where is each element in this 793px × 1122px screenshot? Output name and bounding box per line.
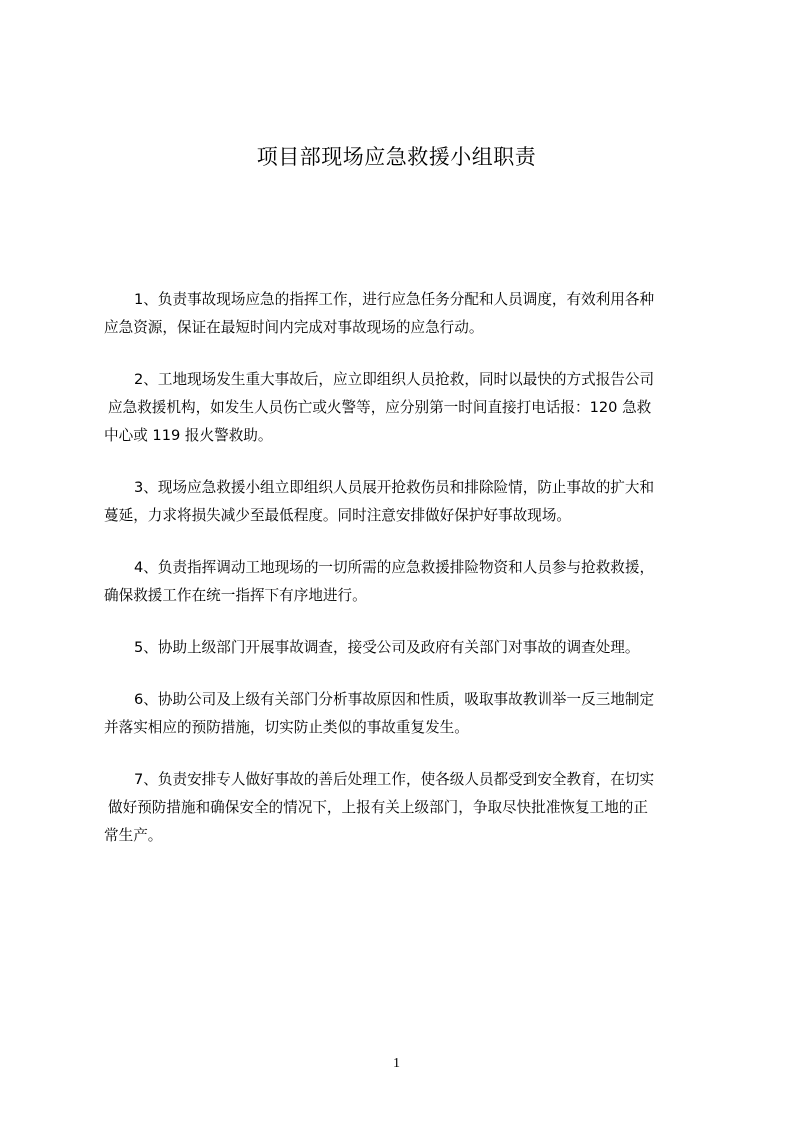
paragraph-line: 中心或 119 报火警救助。	[104, 427, 273, 444]
paragraph-5	[104, 634, 714, 662]
paragraph-1	[104, 286, 714, 342]
paragraph-line: 1、负责事故现场应急的指挥工作，进行应急任务分配和人员调度，有效利用各种	[134, 291, 655, 308]
paragraph-4	[104, 554, 714, 610]
paragraph-line: 做好预防措施和确保安全的情况下，上报有关上级部门，争取尽快批准恢复工地的正	[108, 799, 648, 816]
page-number: 1	[393, 1056, 400, 1071]
paragraph-3	[104, 474, 714, 530]
paragraph-line: 6、协助公司及上级有关部门分析事故原因和性质，吸取事故教训举一反三地制定	[134, 691, 655, 708]
paragraph-6	[104, 686, 714, 742]
document-body	[104, 286, 714, 850]
paragraph-line: 蔓延，力求将损失减少至最低程度。同时注意安排做好保护好事故现场。	[104, 507, 572, 524]
paragraph-line: 5、协助上级部门开展事故调查，接受公司及政府有关部门对事故的调查处理。	[134, 639, 640, 656]
paragraph-line: 应急救援机构，如发生人员伤亡或火警等，应分别第一时间直接打电话报：120 急救	[108, 399, 652, 416]
paragraph-line: 4、负责指挥调动工地现场的一切所需的应急救援排险物资和人员参与抢救救援，	[134, 559, 655, 576]
paragraph-line: 3、现场应急救援小组立即组织人员展开抢救伤员和排除险情，防止事故的扩大和	[134, 479, 655, 496]
paragraph-line: 7、负责安排专人做好事故的善后处理工作，使各级人员都受到安全教育，在切实	[134, 771, 655, 788]
paragraph-line: 并落实相应的预防措施，切实防止类似的事故重复发生。	[104, 719, 469, 736]
paragraph-line: 常生产。	[104, 827, 163, 844]
document-title: 项目部现场应急救援小组职责	[256, 145, 537, 169]
paragraph-7	[104, 766, 714, 850]
paragraph-line: 应急资源，保证在最短时间内完成对事故现场的应急行动。	[104, 319, 484, 336]
paragraph-line: 确保救援工作在统一指挥下有序地进行。	[104, 587, 367, 604]
paragraph-line: 2、工地现场发生重大事故后，应立即组织人员抢救，同时以最快的方式报告公司	[134, 371, 655, 388]
paragraph-2	[104, 366, 714, 450]
